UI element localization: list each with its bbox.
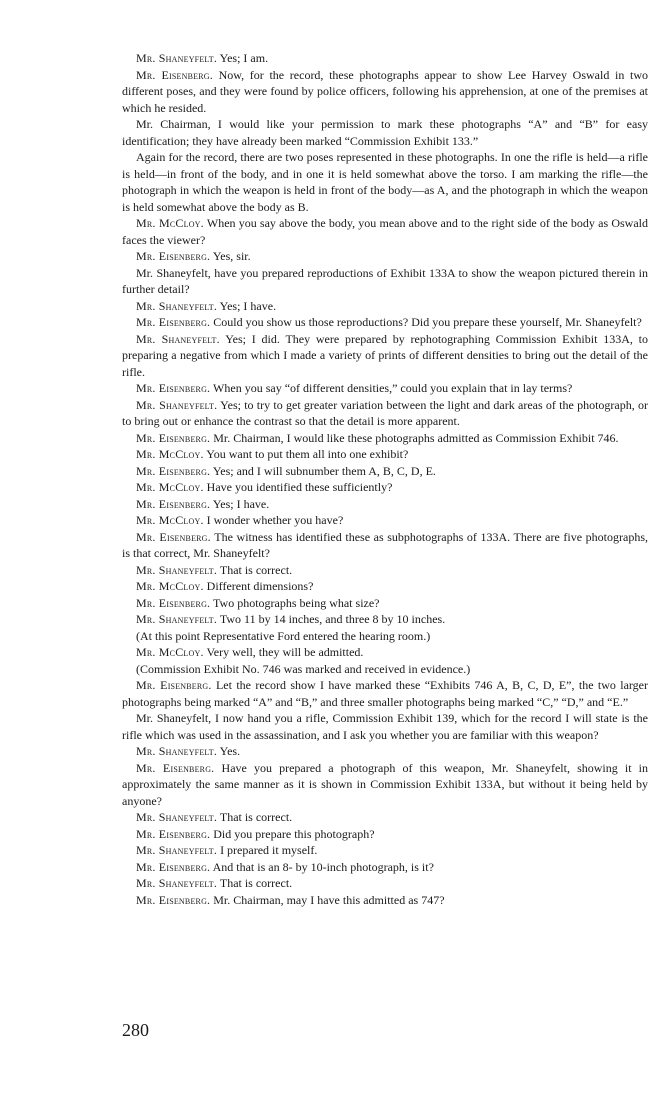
transcript-paragraph [122, 842, 648, 859]
speaker-name: Mr. Eisenberg. [136, 678, 212, 692]
speaker-name: Mr. Eisenberg. [136, 430, 211, 445]
speaker-name: Mr. Eisenberg. [136, 249, 211, 263]
paragraph-text: Have you prepared a photograph of this weapon, Mr. Shaneyfelt, showing it in approximately the same manner as it is shown in Commission Exhibit 133A, but without it being held by anyone? [122, 760, 649, 808]
speaker-name: Mr. Shaneyfelt. [136, 876, 218, 890]
paragraph-text: Two 11 by 14 inches, and three 8 by 10 inches. [219, 612, 446, 626]
paragraph-text: Have you identified these sufficiently? [206, 480, 393, 494]
paragraph-text: Did you prepare this photograph? [213, 826, 375, 841]
transcript-paragraph [122, 149, 648, 215]
paragraph-text: Could you show us those reproductions? Did you prepare these yourself, Mr. Shaneyfelt? [213, 315, 642, 329]
speaker-name: Mr. Eisenberg. [136, 529, 211, 544]
speaker-name: Mr. Shaneyfelt. [136, 843, 218, 857]
transcript-paragraph [122, 67, 648, 117]
speaker-name: Mr. Shaneyfelt. [136, 298, 218, 313]
transcript-paragraph [122, 562, 648, 579]
transcript-paragraph [122, 265, 648, 298]
transcript-paragraph [122, 446, 648, 463]
transcript-paragraph [122, 710, 648, 743]
transcript-paragraph [122, 859, 648, 876]
transcript-paragraph [122, 661, 648, 678]
speaker-name: Mr. McCloy. [136, 216, 204, 230]
speaker-name: Mr. Eisenberg. [136, 381, 211, 395]
transcript-paragraph [122, 50, 648, 67]
paragraph-text: I prepared it myself. [220, 843, 318, 857]
paragraph-text: (Commission Exhibit No. 746 was marked and received in evidence.) [136, 661, 471, 676]
paragraph-text: You want to put them all into one exhibit? [206, 447, 409, 461]
transcript-paragraph [122, 512, 648, 529]
transcript-paragraph [122, 397, 648, 430]
speaker-name: Mr. Eisenberg. [136, 595, 211, 610]
transcript-paragraph [122, 760, 648, 810]
paragraph-text: Yes; I am. [219, 51, 269, 65]
speaker-name: Mr. Eisenberg. [136, 826, 211, 841]
speaker-name: Mr. McCloy. [136, 447, 204, 461]
speaker-name: Mr. Shaneyfelt. [136, 810, 218, 824]
speaker-name: Mr. Eisenberg. [136, 67, 213, 82]
transcript-paragraph [122, 479, 648, 496]
transcript-paragraph [122, 826, 648, 843]
transcript-paragraph [122, 875, 648, 892]
paragraph-text: Yes; I have. [219, 298, 277, 313]
paragraph-text: Different dimensions? [206, 579, 314, 593]
transcript-paragraph [122, 644, 648, 661]
transcript-body [122, 50, 648, 908]
paragraph-text: That is correct. [219, 876, 293, 890]
paragraph-text: And that is an 8- by 10-inch photograph, is it? [212, 859, 434, 874]
transcript-paragraph [122, 116, 648, 149]
transcript-paragraph [122, 314, 648, 331]
paragraph-text: Two photographs being what size? [213, 595, 380, 610]
paragraph-text: Very well, they will be admitted. [206, 645, 364, 659]
transcript-paragraph [122, 611, 648, 628]
speaker-name: Mr. Eisenberg. [136, 463, 211, 478]
speaker-name: Mr. Eisenberg. [136, 315, 211, 329]
speaker-name: Mr. Shaneyfelt. [136, 744, 218, 758]
transcript-paragraph [122, 463, 648, 480]
transcript-paragraph [122, 578, 648, 595]
paragraph-text: Yes; to try to get greater variation between the light and dark areas of the photograph, or to bring out or enhance the contrast so that the detail is more apparent. [122, 397, 649, 428]
speaker-name: Mr. McCloy. [136, 513, 204, 527]
paragraph-text: The witness has identified these as subphotographs of 133A. There are five photographs, is that correct, Mr. Shaneyfelt? [122, 529, 649, 560]
speaker-name: Mr. Shaneyfelt. [136, 397, 218, 412]
speaker-name: Mr. Eisenberg. [136, 760, 215, 775]
speaker-name: Mr. Shaneyfelt. [136, 51, 218, 65]
paragraph-text: Now, for the record, these photographs appear to show Lee Harvey Oswald in two different poses, and they were found by police officers, following his apprehension, at one of the premises at which he resided. [122, 67, 649, 115]
speaker-name: Mr. Eisenberg. [136, 859, 211, 874]
paragraph-text: Yes. [219, 744, 241, 758]
paragraph-text: Yes, sir. [212, 249, 251, 263]
paragraph-text: When you say “of different densities,” could you explain that in lay terms? [213, 381, 573, 395]
speaker-name: Mr. Shaneyfelt. [136, 331, 220, 346]
transcript-paragraph [122, 529, 648, 562]
paragraph-text: (At this point Representative Ford entered the hearing room.) [136, 628, 431, 643]
transcript-paragraph [122, 809, 648, 826]
paragraph-text: Yes; I have. [212, 496, 270, 511]
speaker-name: Mr. Shaneyfelt. [136, 612, 218, 626]
paragraph-text: That is correct. [219, 562, 293, 577]
transcript-paragraph [122, 298, 648, 315]
transcript-paragraph [122, 496, 648, 513]
transcript-paragraph [122, 430, 648, 447]
paragraph-text: Yes; I did. They were prepared by rephotographing Commission Exhibit 133A, to preparing a negative from which I made a variety of prints of different densities to bring out the detail of the rifle. [122, 331, 648, 379]
transcript-paragraph [122, 628, 648, 645]
speaker-name: Mr. Shaneyfelt. [136, 562, 218, 577]
transcript-paragraph [122, 743, 648, 760]
speaker-name: Mr. McCloy. [136, 645, 204, 659]
paragraph-text: I wonder whether you have? [206, 513, 344, 527]
paragraph-text: Mr. Shaneyfelt, I now hand you a rifle, Commission Exhibit 139, which for the record I will state is the rifle which was used in the assassination, and I ask you whether you are familiar with this weapon? [122, 711, 648, 742]
speaker-name: Mr. McCloy. [136, 579, 204, 593]
transcript-paragraph [122, 677, 648, 710]
paragraph-text: Mr. Chairman, I would like your permission to mark these photographs “A” and “B” for easy identification; they have already been marked “Commission Exhibit 133.” [122, 117, 648, 148]
speaker-name: Mr. McCloy. [136, 480, 204, 494]
transcript-paragraph [122, 595, 648, 612]
transcript-paragraph [122, 331, 648, 381]
paragraph-text: Yes; and I will subnumber them A, B, C, D, E. [212, 463, 436, 478]
paragraph-text: Mr. Chairman, may I have this admitted as 747? [213, 892, 445, 907]
paragraph-text: Mr. Chairman, I would like these photographs admitted as Commission Exhibit 746. [213, 430, 619, 445]
paragraph-text: Again for the record, there are two poses represented in these photographs. In one the rifle is held—a rifle is held—in front of the body, and in one it is held somewhat above the torso. I am marking the rifle—the photograph in which the weapon is held in front of the body—as A, and the photograph in which the weapon is held somewhat above the body as B. [122, 150, 648, 214]
transcript-paragraph [122, 380, 648, 397]
transcript-paragraph [122, 215, 648, 248]
transcript-paragraph [122, 248, 648, 265]
paragraph-text: When you say above the body, you mean above and to the right side of the body as Oswald faces the viewer? [122, 216, 648, 247]
transcript-paragraph [122, 892, 648, 909]
paragraph-text: That is correct. [219, 810, 293, 824]
paragraph-text: Let the record show I have marked these “Exhibits 746 A, B, C, D, E”, the two larger photographs being marked “A” and “B,” and three smaller photographs being marked “C,” “D,” and “E.” [122, 678, 648, 709]
paragraph-text: Mr. Shaneyfelt, have you prepared reproductions of Exhibit 133A to show the weapon pictured therein in further detail? [122, 265, 648, 296]
speaker-name: Mr. Eisenberg. [136, 892, 211, 907]
page-number: 280 [122, 1020, 149, 1040]
speaker-name: Mr. Eisenberg. [136, 496, 211, 511]
